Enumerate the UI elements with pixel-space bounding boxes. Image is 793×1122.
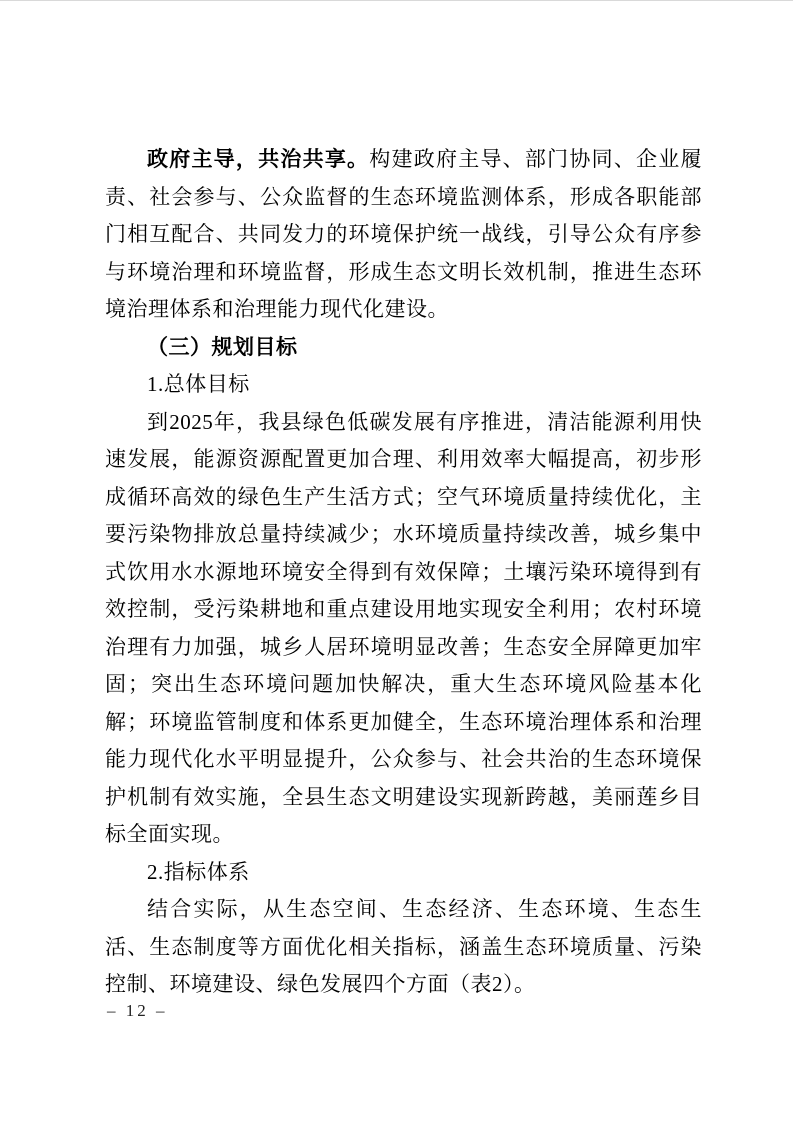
paragraph-guiding-principle-body: 构建政府主导、部门协同、企业履责、社会参与、公众监督的生态环境监测体系，形成各职能部门相互配合、共同发力的环境保护统一战线，引导公众有序参与环境治理和环境监督，形成生态文明长效机制，推进生态环境治理体系和治理能力现代化建设。 <box>105 147 703 321</box>
subheading-overall-goal: 1.总体目标 <box>147 372 250 396</box>
subheading-indicator-system: 2.指标体系 <box>147 859 250 884</box>
document-body <box>105 141 702 1004</box>
section-heading-planning-goals: （三）规划目标 <box>147 334 298 359</box>
lead-sentence-government-led: 政府主导，共治共享。 <box>147 147 370 171</box>
paragraph-overall-goal: 到2025年，我县绿色低碳发展有序推进，清洁能源利用快速发展，能源资源配置更加合理、利用效率大幅提高，初步形成循环高效的绿色生产生活方式；空气环境质量持续优化，主要污染物排放总量持续减少；水环境质量持续改善，城乡集中式饮用水水源地环境安全得到有效保障；土壤污染环境得到有效控制，受污染耕地和重点建设用地实现安全利用；农村环境治理有力加强，城乡人居环境明显改善；生态安全屏障更加牢固；突出生态环境问题加快解决，重大生态环境风险基本化解；环境监管制度和体系更加健全，生态环境治理体系和治理能力现代化水平明显提升，公众参与、社会共治的生态环境保护机制有效实施，全县生态文明建设实现新跨越，美丽莲乡目标全面实现。 <box>105 409 702 846</box>
paragraph-indicator-system: 结合实际，从生态空间、生态经济、生态环境、生态生活、生态制度等方面优化相关指标，涵盖生态环境质量、污染控制、环境建设、绿色发展四个方面（表2）。 <box>105 897 702 996</box>
page-number: – 12 – <box>107 1001 168 1020</box>
paragraph-guiding-principle <box>105 141 702 329</box>
